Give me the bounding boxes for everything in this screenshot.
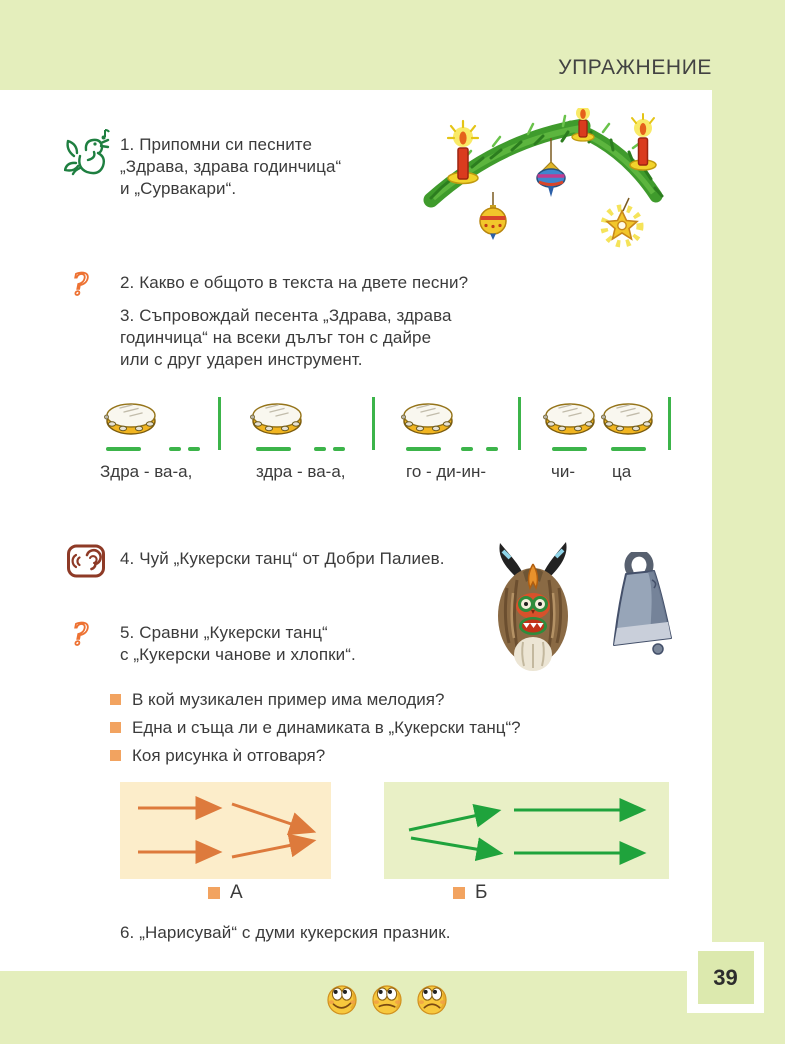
syllable: ца [612,462,632,481]
measure-barline [668,397,671,450]
page-number-box [687,942,764,1013]
christmas-garland-illustration [423,108,710,256]
question-mark-icon [67,618,94,656]
task-5-line-2: с „Кукерски чанове и хлопки“. [120,645,356,664]
task-2-text: 2. Какво е общото в текста на двете песни? [120,273,469,292]
diagram-a-arrows [120,782,331,879]
rhythm-dash-long [106,447,141,451]
measure-barline [518,397,521,450]
bullet-square-icon [110,722,121,733]
bullet-square-icon [110,750,121,761]
task-1-line-3: и „Сурвакари“. [120,179,237,198]
tambourine-icon [542,397,598,437]
task-1-text [120,134,341,200]
task-5-text [120,622,356,666]
label-letter-b: Б [475,882,488,903]
page-header: УПРАЖНЕНИЕ [558,56,712,79]
page-number: 39 [698,951,754,1004]
label-square-icon [208,887,220,899]
tambourine-icon [249,397,305,437]
kuker-mask-illustration [487,538,579,676]
rhythm-dash-short [169,447,181,451]
syllable: го - ди-ин- [406,462,487,481]
task-5-line-1: 5. Сравни „Кукерски танц“ [120,623,328,642]
task-1-line-1: 1. Припомни си песните [120,135,313,154]
listening-ear-icon [66,541,106,581]
frame-right [712,0,785,1044]
bullet-text: Една и съща ли е динамиката в „Кукерски танц“? [132,718,521,737]
task-3-text [120,305,452,371]
measure-barline [218,397,221,450]
task-4-text: 4. Чуй „Кукерски танц“ от Добри Палиев. [120,549,445,568]
rhythm-dash-long [256,447,291,451]
task-3-line-2: годинчица“ на всеки дълъг тон с дайре [120,328,432,347]
task-3-line-1: 3. Съпровождай песента „Здрава, здрава [120,306,452,325]
measure-barline [372,397,375,450]
bullet-text: Коя рисунка ѝ отговаря? [132,746,326,765]
dynamics-diagram-b [384,782,669,879]
rhythm-dash-long [406,447,441,451]
label-square-icon [453,887,465,899]
rhythm-dash-short [333,447,345,451]
rhythm-dash-short [461,447,473,451]
task-5-bullet-3 [110,746,325,766]
smiley-unsure-icon [370,983,404,1017]
singing-bird-icon [64,126,112,180]
question-mark-icon [67,268,94,306]
label-letter-a: А [230,882,243,903]
syllable: здра - ва-а, [256,462,346,481]
diagram-b-label [453,882,487,904]
rhythm-dash-short [188,447,200,451]
task-3-line-3: или с друг ударен инструмент. [120,350,363,369]
smiley-happy-icon [325,983,359,1017]
bullet-square-icon [110,694,121,705]
tambourine-icon [103,397,159,437]
rhythm-dash-short [314,447,326,451]
smiley-sad-icon [415,983,449,1017]
diagram-a-label [208,882,243,904]
dynamics-diagram-a [120,782,331,879]
rhythm-dash-long [611,447,646,451]
bell-illustration [594,552,680,660]
tambourine-icon [400,397,456,437]
task-5-bullet-1 [110,690,444,710]
syllable: чи- [551,462,576,481]
rhythm-dash-long [552,447,587,451]
syllable: Здра - ва-а, [100,462,193,481]
diagram-b-arrows [384,782,669,879]
rhythm-dash-short [486,447,498,451]
bullet-text: В кой музикален пример има мелодия? [132,690,445,709]
tambourine-icon [600,397,656,437]
task-1-line-2: „Здрава, здрава годинчица“ [120,157,342,176]
task-5-bullet-2 [110,718,521,738]
task-6-text: 6. „Нарисувай“ с думи кукерския празник. [120,923,451,942]
